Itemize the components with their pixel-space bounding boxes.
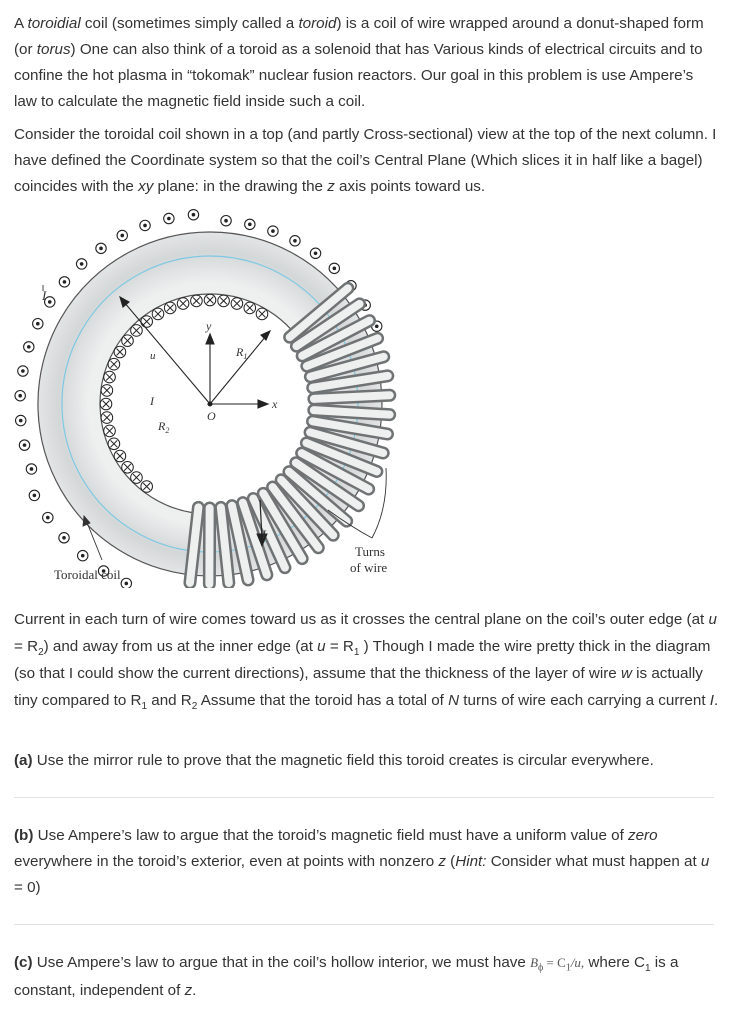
toroid-diagram xyxy=(0,208,744,588)
coil-turn-highlight xyxy=(314,410,390,415)
question-part-a: (a) Use the mirror rule to prove that the magnetic field this toroid creates is circular everywhere. xyxy=(14,752,654,769)
current-cross-icon xyxy=(191,295,203,307)
current-label-left: I xyxy=(42,288,47,303)
coordinate-paragraph: Consider the toroidal coil shown in a top (and partly Cross-sectional) view at the top of the next column. I have defined the Coordinate system so that the coil’s Central Plane (Which slices it in half like a bagel) coincides with the xy plane: in the drawing the z axis points toward us. xyxy=(14,126,717,195)
current-label-bottom: I xyxy=(262,527,266,541)
current-dot-icon xyxy=(117,230,127,240)
current-dot-icon xyxy=(33,319,43,329)
current-dot-icon xyxy=(140,220,150,230)
axis-x-label: x xyxy=(272,397,278,411)
current-cross-icon xyxy=(141,316,153,328)
current-cross-icon xyxy=(104,425,116,437)
current-cross-icon xyxy=(141,481,153,493)
u-label: u xyxy=(150,350,156,362)
toroid-figure xyxy=(0,208,744,588)
current-dot-icon xyxy=(16,415,26,425)
current-cross-icon xyxy=(244,302,256,314)
coil-turn-highlight xyxy=(314,395,390,399)
current-cross-icon xyxy=(164,302,176,314)
current-cross-icon xyxy=(131,325,143,337)
current-cross-icon xyxy=(177,298,189,310)
turns-label-line1: Turns xyxy=(355,544,385,559)
current-dot-icon xyxy=(24,342,34,352)
current-description-paragraph: Current in each turn of wire comes toward us as it crosses the central plane on the coil’s outer edge (at $u = R_2$) and away from us at the inner edge (at $u = R_1$ ) Though I made the wire pretty thick in the diagram (so that I could show the current directions), assume that the thickness of the layer of wire w is actually tiny compared to $R_1$ and $R_2$ Assume that the toroid has a total of N turns of wire each carrying a current I. xyxy=(14,611,719,713)
current-dot-icon xyxy=(310,248,320,258)
question-part-b: (b) Use Ampere’s law to argue that the toroid’s magnetic field must have a uniform value of zero everywhere in the toroid’s exterior, even at points with nonzero z (Hint: Consider what must happen at u = 0) xyxy=(14,827,710,896)
current-dot-icon xyxy=(29,490,39,500)
current-dot-icon xyxy=(188,210,198,220)
current-dot-icon xyxy=(221,216,231,226)
origin-label: O xyxy=(207,409,216,423)
current-dot-icon xyxy=(19,440,29,450)
current-cross-icon xyxy=(204,294,216,306)
current-cross-icon xyxy=(114,450,126,462)
radius-r1-label: $R_1$ xyxy=(236,345,248,361)
current-dot-icon xyxy=(59,277,69,287)
current-dot-icon xyxy=(268,226,278,236)
current-dot-icon xyxy=(59,533,69,543)
current-cross-icon xyxy=(114,346,126,358)
current-dot-icon xyxy=(290,236,300,246)
current-dot-icon xyxy=(96,243,106,253)
current-dot-icon xyxy=(15,391,25,401)
field-formula: $B_\phi = C_1/u$, xyxy=(530,955,585,974)
turns-label-line2: of wire xyxy=(350,560,388,575)
current-cross-icon xyxy=(122,335,134,347)
current-cross-icon xyxy=(100,398,112,410)
current-cross-icon xyxy=(256,308,268,320)
divider-a-b xyxy=(14,797,714,798)
current-cross-icon xyxy=(108,438,120,450)
divider-b-c xyxy=(14,924,714,925)
current-cross-icon xyxy=(231,298,243,310)
current-dot-icon xyxy=(43,512,53,522)
axis-y-label: y xyxy=(206,319,212,333)
current-cross-icon xyxy=(101,412,113,424)
current-cross-icon xyxy=(108,358,120,370)
intro-paragraph: A toroidial coil (sometimes simply called a toroid) is a coil of wire wrapped around a donut-shaped form (or torus) One can also think of a toroid as a solenoid that has Various kinds of electrical circuits and to confine the hot plasma in “tokomak” nuclear fusion reactors. Our goal in this problem is use Ampere’s law to calculate the magnetic field inside such a coil. xyxy=(14,15,704,110)
current-dot-icon xyxy=(26,464,36,474)
current-dot-icon xyxy=(164,213,174,223)
current-cross-icon xyxy=(152,308,164,320)
current-cross-icon xyxy=(218,295,230,307)
current-cross-icon xyxy=(104,371,116,383)
radius-r2-label: $R_2$ xyxy=(158,419,170,435)
current-dot-icon xyxy=(245,219,255,229)
current-dot-icon xyxy=(78,550,88,560)
current-cross-icon xyxy=(131,472,143,484)
current-dot-icon xyxy=(329,263,339,273)
current-cross-icon xyxy=(101,385,113,397)
question-part-c: (c) Use Ampere’s law to argue that in the coil’s hollow interior, we must have $B_\phi = C_1/u$, where $C_1$ is a constant, independent of z. xyxy=(14,954,679,999)
current-dot-icon xyxy=(76,259,86,269)
toroidal-coil-label: Toroidal coil xyxy=(54,567,121,582)
current-dot-icon xyxy=(18,366,28,376)
current-cross-icon xyxy=(122,462,134,474)
current-label-inner: I xyxy=(150,394,154,408)
current-dot-icon xyxy=(121,578,131,588)
